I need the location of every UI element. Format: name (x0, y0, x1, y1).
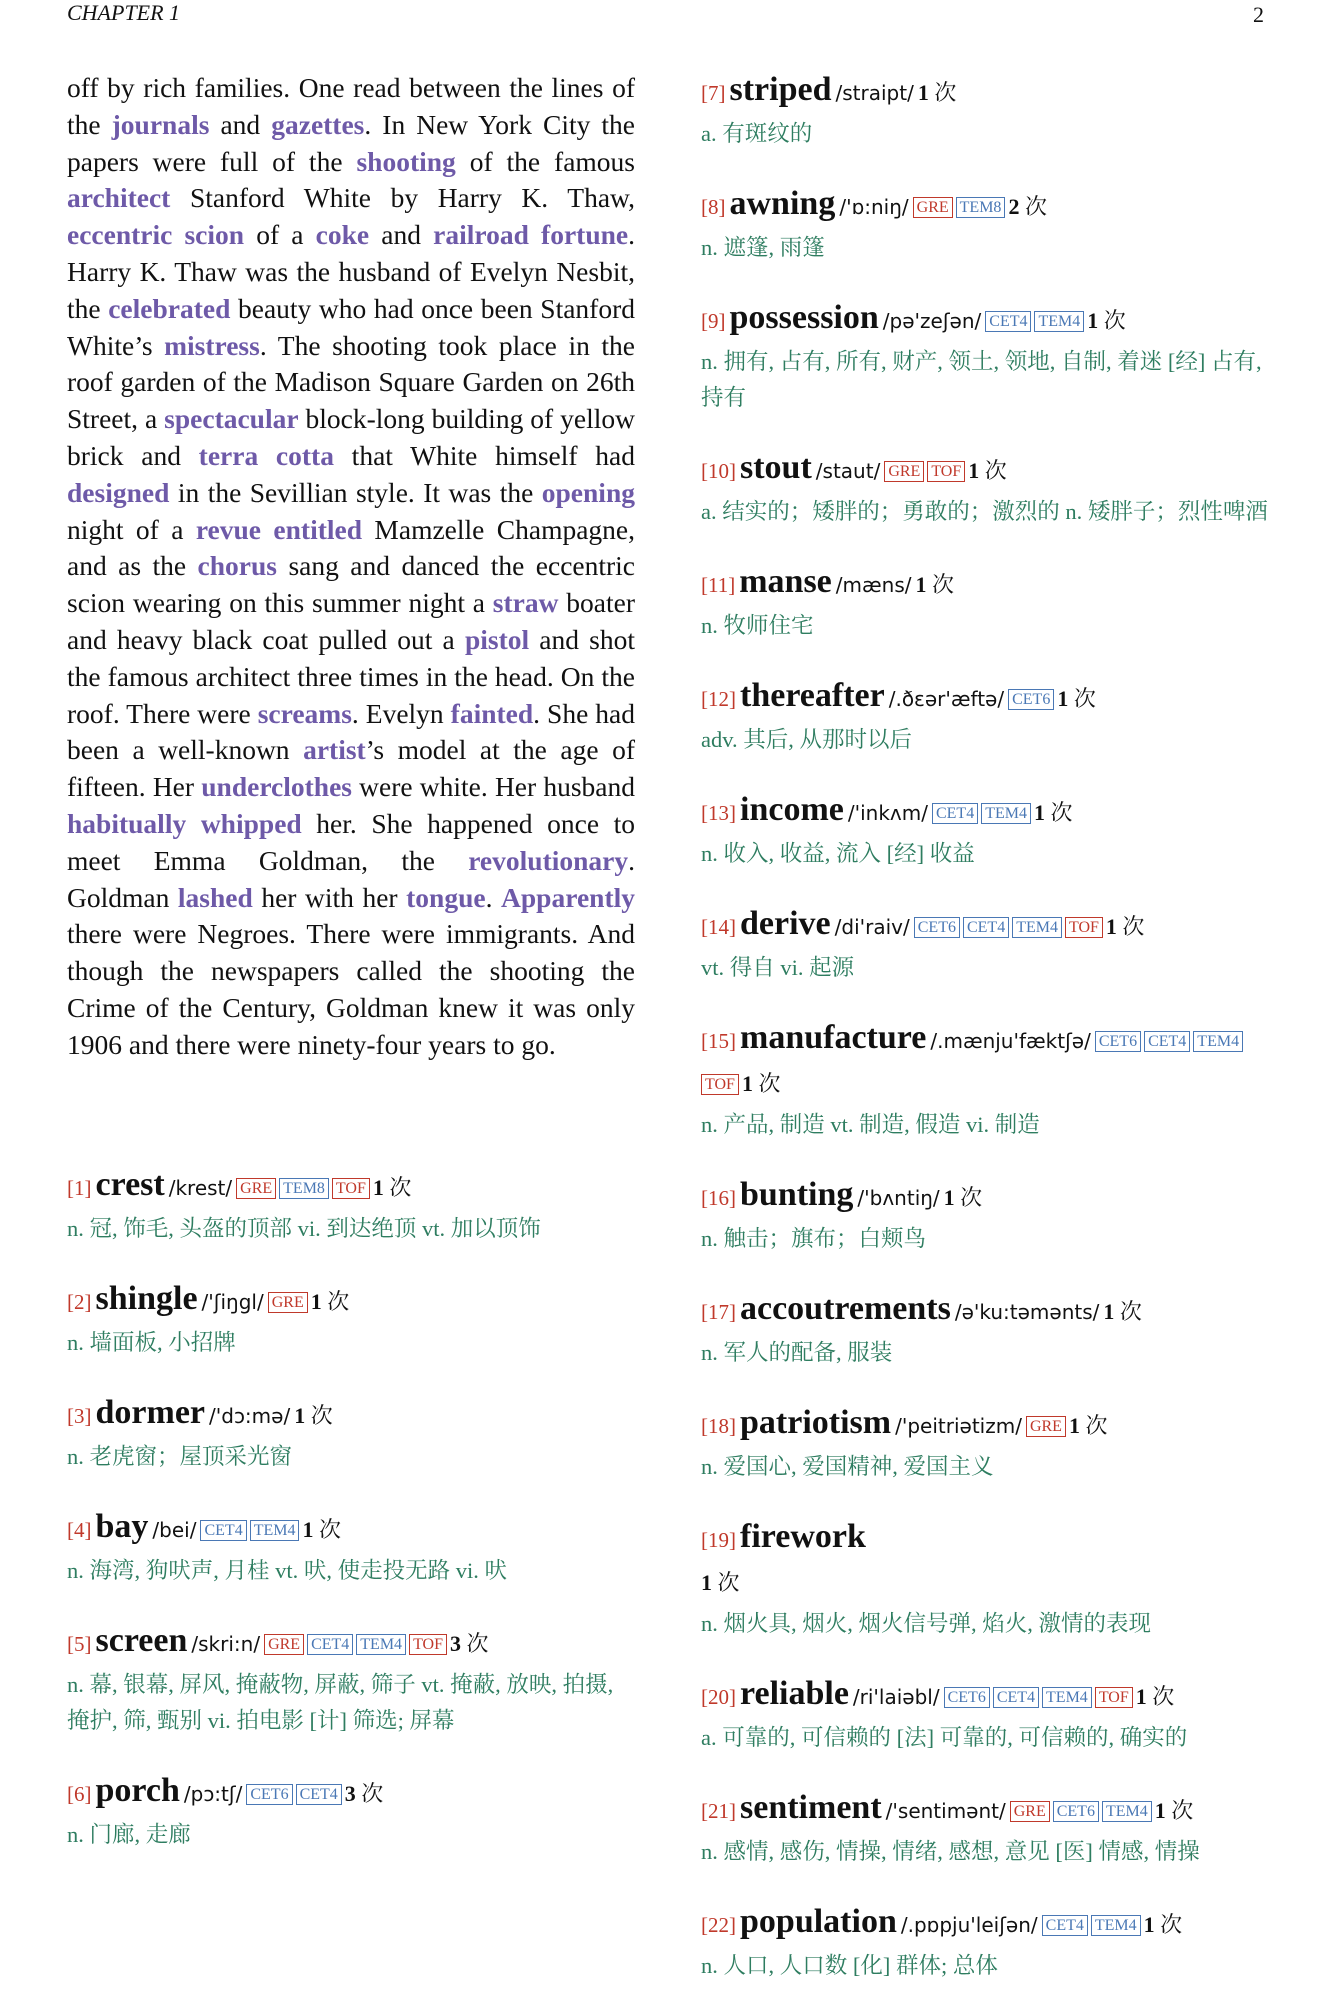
highlighted-word: chorus (197, 550, 277, 582)
entry-phonetic: /ə'ku:təmənts/ (954, 1300, 1100, 1324)
entry-count: 1 次 (310, 1289, 350, 1314)
entry-phonetic: /.mænju'fæktʃə/ (930, 1029, 1091, 1053)
entry-word: income (740, 791, 844, 828)
entry-count: 3 次 (344, 1781, 384, 1806)
entry-headline (701, 1674, 1276, 1720)
vocab-entry (701, 1788, 1276, 1870)
vocab-entry (701, 70, 1276, 152)
entry-headline (67, 1165, 637, 1211)
exam-tag-badge: CET6 (1095, 1031, 1141, 1052)
entry-word: manse (739, 563, 832, 600)
vocab-entry (701, 562, 1276, 644)
entry-headline (701, 1175, 1276, 1221)
vocab-entry (701, 1902, 1276, 1984)
entry-phonetic: /di'raiv/ (834, 915, 910, 939)
entry-word: crest (95, 1166, 165, 1203)
entry-count: 1 次 (294, 1403, 333, 1428)
entry-index: [13] (701, 801, 736, 825)
entry-phonetic: /pə'zeʃən/ (882, 309, 982, 333)
entry-headline (67, 1507, 637, 1553)
exam-tag-badge: GRE (913, 197, 953, 218)
entry-definition: n. 烟火具, 烟火, 烟火信号弹, 焰火, 激情的表现 (701, 1611, 1152, 1636)
entry-headline (701, 70, 1276, 116)
exam-tag-badge: TOF (927, 461, 965, 482)
entry-definition: vt. 得自 vi. 起源 (701, 955, 855, 980)
entry-index: [16] (701, 1186, 736, 1210)
entry-word: awning (729, 185, 836, 222)
entry-headline (701, 184, 1276, 230)
entry-count: 1 次 (915, 572, 954, 597)
highlighted-word: mistress (164, 329, 260, 361)
entry-phonetic: /'ʃiŋgl/ (201, 1290, 264, 1314)
highlighted-word: scion (184, 219, 245, 251)
highlighted-word: fainted (450, 697, 534, 729)
highlighted-word: terra cotta (198, 439, 334, 471)
exam-tag-badge: TEM4 (1012, 917, 1062, 938)
highlighted-word: revue (195, 513, 262, 545)
vocab-entry (701, 1175, 1276, 1257)
entry-index: [11] (701, 573, 736, 597)
entry-index: [1] (67, 1176, 92, 1200)
vocab-entry (701, 298, 1276, 416)
highlighted-word: entitled (273, 513, 363, 545)
entry-headline (701, 1403, 1276, 1449)
exam-tag-badge: CET6 (1008, 689, 1054, 710)
entry-definition: n. 军人的配备, 服装 (701, 1340, 893, 1365)
exam-tag-badge: CET4 (1144, 1031, 1190, 1052)
highlighted-word: railroad (433, 219, 529, 251)
entry-index: [21] (701, 1799, 736, 1823)
entry-word: thereafter (740, 677, 885, 714)
entry-headline (701, 1517, 1276, 1606)
vocab-entry (701, 1289, 1276, 1371)
entry-headline (67, 1771, 637, 1817)
entry-definition: n. 拥有, 占有, 所有, 财产, 领土, 领地, 自制, 着迷 [经] 占有, 持有 (701, 349, 1262, 410)
entry-word: dormer (95, 1394, 206, 1431)
exam-tag-badge: CET6 (1053, 1801, 1099, 1822)
exam-tag-badge: CET4 (963, 917, 1009, 938)
exam-tag-badge: TOF (409, 1634, 447, 1655)
entry-count: 3 次 (450, 1631, 489, 1656)
entry-phonetic: /pɔ:tʃ/ (183, 1782, 243, 1806)
entry-word: shingle (95, 1280, 198, 1317)
highlighted-word: eccentric (67, 219, 173, 251)
vocab-entry (701, 184, 1276, 266)
story-text: off by rich families. One read between the lines of the journals and gazettes. In New York City the papers were full of the shooting of the famous architect Stanford White by Harry K. Thaw, eccentric scion of a coke and railroad fortune. Harry K. Thaw was the husband of Evelyn Nesbit, the celebrated beauty who had once been Stanford White’s mistress. The shooting took place in the roof garden of the Madison Square Garden on 26th Street, a spectacular block-long building of yellow brick and terra cotta that White himself had designed in the Sevillian style. It was the opening night of a revue entitled Mamzelle Champagne, and as the chorus sang and danced the eccentric scion wearing on this summer night a straw boater and heavy black coat pulled out a pistol and shot the famous architect three times in the head. On the roof. There were screams. Evelyn fainted. She had been a well-known artist’s model at the age of fifteen. Her underclothes were white. Her husband habitually whipped her. She happened once to meet Emma Goldman, the revolutionary. Goldman lashed her with her tongue. Apparently there were Negroes. There were immigrants. And though the newspapers called the shooting the Crime of the Century, Goldman knew it was only 1906 and there were ninety-four years to go. (67, 72, 636, 1060)
entry-word: sentiment (740, 1789, 882, 1826)
entry-headline (67, 1393, 637, 1439)
entry-definition: adv. 其后, 从那时以后 (701, 727, 913, 752)
entry-word: stout (740, 449, 812, 486)
entry-phonetic: /'inkʌm/ (847, 801, 928, 825)
highlighted-word: straw (492, 587, 559, 619)
entry-word: striped (729, 71, 832, 108)
entry-headline (701, 298, 1276, 344)
highlighted-word: shooting (356, 145, 456, 177)
entry-index: [12] (701, 687, 736, 711)
entry-headline (701, 790, 1276, 836)
exam-tag-badge: TEM4 (1193, 1031, 1243, 1052)
entry-count: 1 次 (741, 1071, 781, 1096)
entry-word: firework (740, 1518, 866, 1555)
vocab-list-right (701, 70, 1276, 2016)
entry-count: 1 次 (1154, 1798, 1194, 1823)
entry-index: [2] (67, 1290, 92, 1314)
entry-phonetic: /krest/ (168, 1176, 233, 1200)
entry-count: 1 次 (1143, 1912, 1183, 1937)
exam-tag-badge: CET6 (246, 1784, 292, 1805)
entry-definition: n. 触击；旗布；白颊鸟 (701, 1226, 927, 1251)
entry-phonetic: /'peitriətizm/ (895, 1414, 1022, 1438)
exam-tag-badge: CET4 (296, 1784, 342, 1805)
vocab-entry (701, 1674, 1276, 1756)
highlighted-word: tongue (406, 881, 486, 913)
entry-phonetic: /staut/ (815, 459, 881, 483)
entry-phonetic: /'sentimənt/ (885, 1799, 1006, 1823)
entry-index: [10] (701, 459, 736, 483)
highlighted-word: artist (303, 734, 366, 766)
entry-count: 1 次 (1068, 1413, 1108, 1438)
exam-tag-badge: TEM4 (250, 1520, 300, 1541)
highlighted-word: opening (541, 476, 635, 508)
entry-definition: n. 人口, 人口数 [化] 群体; 总体 (701, 1953, 998, 1978)
entry-headline (701, 676, 1276, 722)
entry-count: 1 次 (1135, 1684, 1175, 1709)
entry-phonetic: /.ðɛər'æftə/ (888, 687, 1005, 711)
highlighted-word: screams (257, 697, 352, 729)
entry-word: patriotism (740, 1404, 892, 1441)
highlighted-word: architect (67, 182, 171, 214)
highlighted-word: journals (111, 108, 210, 140)
entry-index: [14] (701, 915, 736, 939)
highlighted-word: underclothes (201, 771, 352, 803)
highlighted-word: gazettes (271, 108, 365, 140)
entry-index: [7] (701, 81, 726, 105)
exam-tag-badge: TEM4 (981, 803, 1031, 824)
exam-tag-badge: GRE (1010, 1801, 1050, 1822)
entry-headline (67, 1621, 637, 1667)
entry-definition: n. 收入, 收益, 流入 [经] 收益 (701, 841, 975, 866)
exam-tag-badge: GRE (268, 1292, 308, 1313)
entry-word: accoutrements (740, 1290, 951, 1327)
entry-definition: a. 结实的；矮胖的；勇敢的；激烈的 n. 矮胖子；烈性啤酒 (701, 499, 1268, 524)
exam-tag-badge: CET6 (944, 1687, 990, 1708)
exam-tag-badge: CET6 (914, 917, 960, 938)
entry-phonetic: /ri'laiəbl/ (852, 1685, 940, 1709)
entry-headline (701, 1289, 1276, 1335)
entry-count: 1 次 (1087, 308, 1126, 333)
entry-headline (67, 1279, 637, 1325)
entry-definition: a. 可靠的, 可信赖的 [法] 可靠的, 可信赖的, 确实的 (701, 1725, 1188, 1750)
entry-count: 1 次 (1105, 914, 1145, 939)
vocab-entry (701, 676, 1276, 758)
vocab-entry (67, 1279, 637, 1361)
entry-definition: n. 产品, 制造 vt. 制造, 假造 vi. 制造 (701, 1112, 1040, 1137)
entry-index: [6] (67, 1782, 92, 1806)
entry-phonetic: /'bʌntiŋ/ (857, 1186, 940, 1210)
entry-word: derive (740, 905, 831, 942)
highlighted-word: whipped (200, 807, 302, 839)
highlighted-word: revolutionary (468, 844, 629, 876)
exam-tag-badge: TEM4 (1034, 311, 1084, 332)
entry-count: 1 次 (1103, 1299, 1142, 1324)
entry-phonetic: /mæns/ (835, 573, 912, 597)
exam-tag-badge: TEM4 (1042, 1687, 1092, 1708)
vocab-entry (701, 1517, 1276, 1642)
chapter-heading: CHAPTER 1 (67, 0, 181, 25)
entry-index: [4] (67, 1518, 92, 1542)
highlighted-word: fortune (541, 219, 629, 251)
entry-word: manufacture (740, 1019, 927, 1056)
entry-definition: n. 牧师住宅 (701, 613, 814, 638)
vocab-entry (701, 904, 1276, 986)
entry-count: 1 次 (943, 1185, 983, 1210)
entry-count: 1 次 (302, 1517, 341, 1542)
entry-count: 1 次 (917, 80, 957, 105)
vocab-entry (701, 1403, 1276, 1485)
entry-headline (701, 1018, 1276, 1107)
entry-headline (701, 1788, 1276, 1834)
entry-index: [15] (701, 1029, 736, 1053)
entry-phonetic: /.pɒpju'leiʃən/ (900, 1913, 1038, 1937)
entry-definition: n. 遮篷, 雨篷 (701, 235, 825, 260)
entry-index: [8] (701, 195, 726, 219)
vocab-entry (67, 1393, 637, 1475)
exam-tag-badge: TEM8 (279, 1178, 329, 1199)
entry-definition: n. 感情, 感伤, 情操, 情绪, 感想, 意见 [医] 情感, 情操 (701, 1839, 1200, 1864)
entry-index: [9] (701, 309, 726, 333)
entry-phonetic: /bei/ (152, 1518, 197, 1542)
page-number: 2 (1253, 2, 1264, 27)
vocab-entry (67, 1507, 637, 1589)
entry-phonetic: /'dɔ:mə/ (209, 1404, 291, 1428)
entry-count: 1 次 (1033, 800, 1073, 825)
vocab-entry (67, 1621, 637, 1739)
entry-index: [5] (67, 1632, 92, 1656)
entry-index: [20] (701, 1685, 736, 1709)
entry-index: [22] (701, 1913, 736, 1937)
entry-word: bunting (740, 1176, 854, 1213)
exam-tag-badge: TOF (332, 1178, 370, 1199)
entry-definition: n. 老虎窗；屋顶采光窗 (67, 1444, 293, 1469)
exam-tag-badge: GRE (884, 461, 924, 482)
vocab-entry (701, 790, 1276, 872)
vocab-entry (701, 1018, 1276, 1143)
entry-definition: n. 爱国心, 爱国精神, 爱国主义 (701, 1454, 994, 1479)
entry-word: possession (729, 299, 879, 336)
entry-definition: a. 有斑纹的 (701, 121, 813, 146)
exam-tag-badge: TOF (1065, 917, 1103, 938)
entry-word: population (740, 1903, 897, 1940)
entry-headline (701, 562, 1276, 608)
highlighted-word: pistol (464, 623, 530, 655)
entry-phonetic: /'ɒ:niŋ/ (839, 195, 909, 219)
vocab-list-left (67, 1165, 637, 1885)
exam-tag-badge: CET4 (307, 1634, 353, 1655)
exam-tag-badge: CET4 (200, 1520, 246, 1541)
entry-index: [17] (701, 1300, 736, 1324)
entry-definition: n. 冠, 饰毛, 头盔的顶部 vi. 到达绝顶 vt. 加以顶饰 (67, 1216, 541, 1241)
entry-definition: n. 幕, 银幕, 屏风, 掩蔽物, 屏蔽, 筛子 vt. 掩蔽, 放映, 拍摄, 掩护, 筛, 甄别 vi. 拍电影 [计] 筛选; 屏幕 (67, 1672, 614, 1733)
entry-headline (701, 1902, 1276, 1948)
entry-phonetic: /straipt/ (835, 81, 914, 105)
exam-tag-badge: TOF (1095, 1687, 1133, 1708)
exam-tag-badge: CET4 (1042, 1915, 1088, 1936)
highlighted-word: coke (315, 219, 370, 251)
entry-count: 2 次 (1008, 194, 1047, 219)
exam-tag-badge: TEM4 (1102, 1801, 1152, 1822)
exam-tag-badge: GRE (1026, 1416, 1066, 1437)
entry-word: porch (95, 1772, 180, 1809)
exam-tag-badge: GRE (236, 1178, 276, 1199)
entry-headline (701, 904, 1276, 950)
entry-index: [19] (701, 1528, 736, 1552)
exam-tag-badge: TEM4 (1091, 1915, 1141, 1936)
entry-word: bay (95, 1508, 149, 1545)
exam-tag-badge: TEM4 (356, 1634, 406, 1655)
entry-definition: n. 门廊, 走廊 (67, 1822, 191, 1847)
highlighted-word: spectacular (164, 403, 299, 435)
vocab-entry (67, 1771, 637, 1853)
entry-index: [18] (701, 1414, 736, 1438)
entry-word: reliable (740, 1675, 849, 1712)
highlighted-word: lashed (177, 881, 253, 913)
entry-count: 1 次 (968, 458, 1007, 483)
exam-tag-badge: CET4 (932, 803, 978, 824)
entry-count: 1 次 (372, 1175, 412, 1200)
entry-count: 1 次 (1057, 686, 1096, 711)
vocab-entry (67, 1165, 637, 1247)
entry-count: 1 次 (701, 1570, 740, 1595)
exam-tag-badge: GRE (264, 1634, 304, 1655)
exam-tag-badge: TEM8 (956, 197, 1006, 218)
entry-headline (701, 448, 1276, 494)
vocab-entry (701, 448, 1276, 530)
entry-definition: n. 墙面板, 小招牌 (67, 1330, 236, 1355)
exam-tag-badge: CET4 (993, 1687, 1039, 1708)
entry-word: screen (95, 1622, 188, 1659)
entry-definition: n. 海湾, 狗吠声, 月桂 vt. 吠, 使走投无路 vi. 吠 (67, 1558, 508, 1583)
entry-phonetic: /skri:n/ (191, 1632, 261, 1656)
entry-index: [3] (67, 1404, 92, 1428)
exam-tag-badge: TOF (701, 1074, 739, 1095)
exam-tag-badge: CET4 (985, 311, 1031, 332)
highlighted-word: habitually (67, 807, 187, 839)
highlighted-word: Apparently (501, 881, 635, 913)
highlighted-word: designed (67, 476, 170, 508)
highlighted-word: celebrated (108, 292, 231, 324)
